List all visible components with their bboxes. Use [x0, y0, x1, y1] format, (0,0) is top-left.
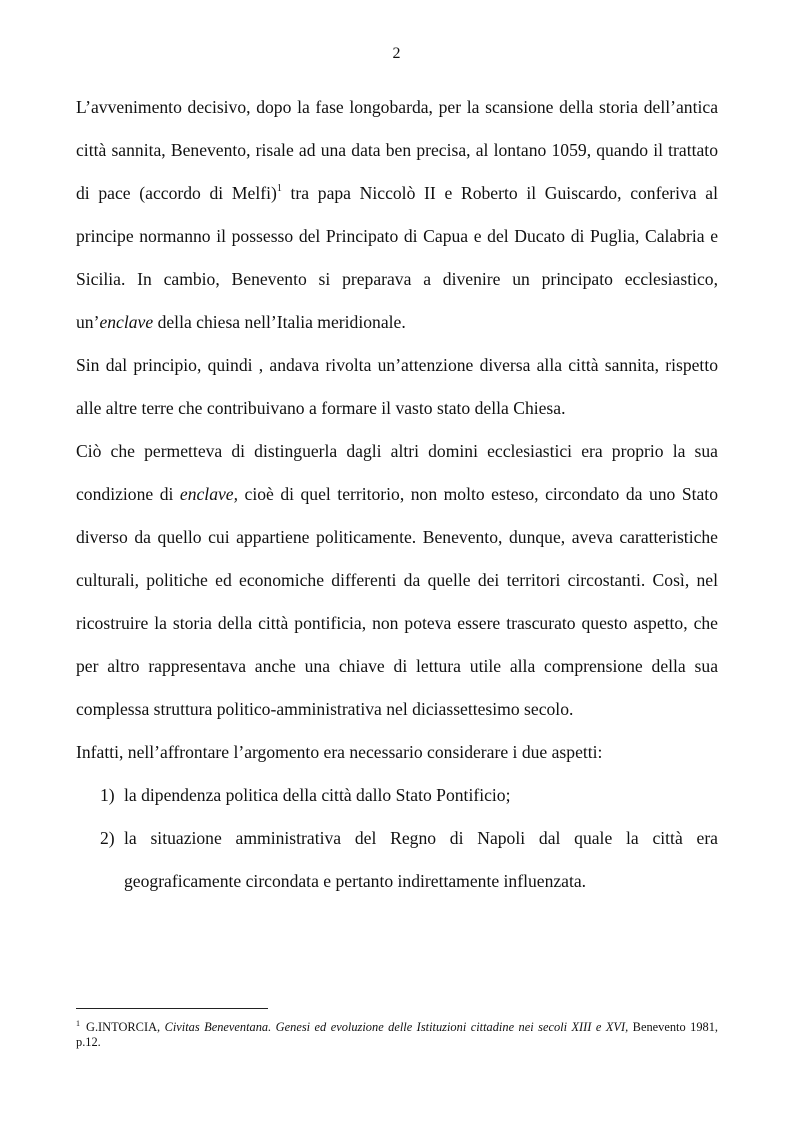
list-item-number: 1)	[100, 785, 115, 805]
paragraph-1	[76, 86, 718, 344]
paragraph-3-text-b: cioè di quel territorio, non molto esteso, circondato da uno Stato diverso da quello cui appartiene politicamente. Benevento, dunque, aveva caratteristiche culturali, politiche ed economiche differenti da quelle dei territori circostanti. Così, nel ricostruire la storia della città pontificia, non poteva essere trascurato questo aspetto, che per altro rappresentava anche una chiave di lettura utile alla comprensione della sua complessa struttura politico-amministrativa nel diciassettesimo secolo.	[76, 484, 718, 719]
list-item-text: la situazione amministrativa del Regno di Napoli dal quale la città era geograficamente circondata e pertanto indirettamente influenzata.	[124, 828, 718, 891]
paragraph-1-text-c: della chiesa nell’Italia meridionale.	[153, 312, 406, 332]
footnote-title: Civitas Beneventana. Genesi ed evoluzione delle Istituzioni cittadine nei secoli XIII e XVI,	[164, 1020, 629, 1034]
list-item	[76, 817, 718, 903]
page-number: 2	[392, 45, 401, 62]
paragraph-3	[76, 430, 718, 731]
list-item	[76, 774, 718, 817]
paragraph-1-text-a: L’avvenimento decisivo, dopo la fase longobarda, per la scansione della storia dell’antica città sannita, Benevento, risale ad una data ben precisa, al lontano 1059, quando il trattato di pace (accordo di Melfi)	[76, 97, 718, 203]
aspects-list	[76, 774, 718, 903]
footnote-author: G.INTORCIA,	[86, 1020, 165, 1034]
paragraph-1-text-b: tra papa Niccolò II e Roberto il Guiscardo, conferiva al principe normanno il possesso del Principato di Capua e del Ducato di Puglia, Calabria e Sicilia. In cambio, Benevento si preparava a divenire un principato ecclesiastico, un’	[76, 183, 719, 332]
footnote	[76, 1016, 718, 1050]
paragraph-4: Infatti, nell’affrontare l’argomento era necessario considerare i due aspetti:	[76, 742, 603, 762]
footnote-separator	[76, 1008, 268, 1009]
footnote-mark: 1	[76, 1019, 80, 1028]
paragraph-3-italic-term: enclave,	[179, 484, 239, 504]
footnote-reference[interactable]: 1	[276, 183, 282, 194]
footnote-body	[76, 1020, 718, 1049]
paragraph-3-text-a: Ciò che permetteva di distinguerla dagli altri domini ecclesiastici era proprio la sua condizione di	[76, 441, 718, 504]
body-text	[76, 86, 718, 903]
paragraph-2: Sin dal principio, quindi , andava rivolta un’attenzione diversa alla città sannita, rispetto alle altre terre che contribuivano a formare il vasto stato della Chiesa.	[76, 355, 718, 418]
list-item-text: la dipendenza politica della città dallo Stato Pontificio;	[124, 785, 511, 805]
list-item-number: 2)	[100, 828, 115, 848]
paragraph-1-italic-term: enclave	[99, 312, 154, 332]
footnote-details: Benevento 1981, p.12.	[76, 1020, 719, 1049]
